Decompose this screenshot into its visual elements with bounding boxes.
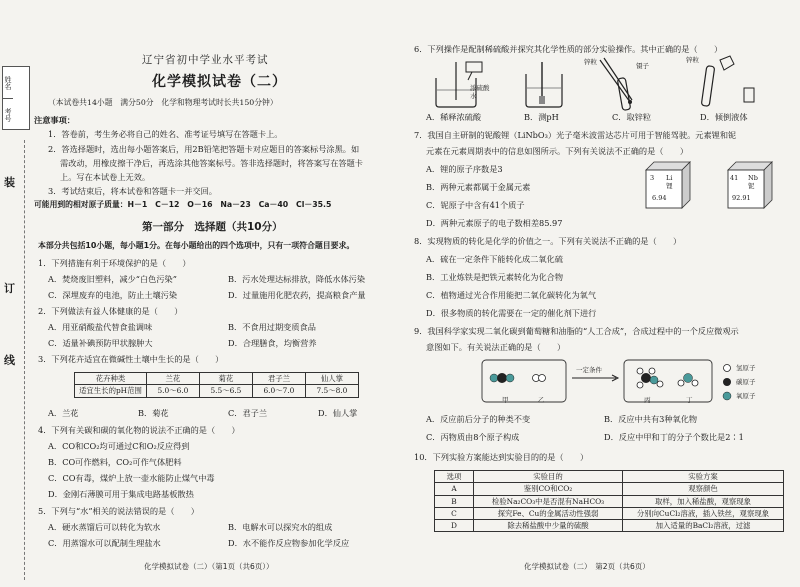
q3-table-header-cell: 君子兰 [252, 373, 305, 385]
q9-legend-swatches [722, 362, 732, 406]
q6-label-conc-acid: 浓硫酸 [470, 84, 490, 92]
q2-option-c: C．适量补碘预防甲状腺肿大 [48, 338, 153, 348]
q8-option-d: D．很多物质的转化需要在一定的催化剂下进行 [426, 308, 597, 318]
q7-option-b: B．两种元素都属于金属元素 [426, 182, 531, 192]
q3-table-header-cell: 菊花 [199, 373, 252, 385]
q3-table-header-cell: 花卉种类 [75, 373, 147, 385]
q10-cell: 除去稀盐酸中少量的硫酸 [474, 520, 623, 532]
q10-cell: C [435, 507, 474, 519]
q9-option-a: A．反应前后分子的种类不变 [426, 414, 531, 424]
q6-figure-c [590, 56, 660, 112]
q10-cell: A [435, 483, 474, 495]
note-2: 2．答选择题时，选出每小题答案后，用2B铅笔把答题卡对应题目的答案标号涂黑。如 [48, 144, 360, 154]
q8-option-b: B．工业炼铁是把铁元素转化为化合物 [426, 272, 564, 282]
q8-option-c: C．植物通过光合作用能把二氧化碳转化为氧气 [426, 290, 597, 300]
q9-option-d: D．反应中甲和丁的分子个数比是2∶1 [604, 432, 744, 442]
section-1-intro: 本部分共包括10小题，每小题1分。在每小题给出的四个选项中，只有一项符合题目要求。 [38, 241, 355, 250]
q9-label-yi: 乙 [538, 396, 545, 404]
binding-mark-xian: 线 [4, 354, 15, 367]
q10-cell: B [435, 495, 474, 507]
q10-cell: D [435, 520, 474, 532]
q1-option-b: B．污水处理达标排放，降低水体污染 [228, 274, 366, 284]
nb-symbol: Nb [748, 174, 758, 182]
page-2-footer: 化学模拟试卷（二） 第2页（共6页） [524, 562, 650, 571]
q4-option-b: B．CO可作燃料，CO₂可作气体肥料 [48, 457, 182, 467]
page-1 [34, 0, 394, 587]
q1-option-d: D．过量施用化肥农药，提高粮食产量 [228, 290, 366, 300]
exam-info: （本试卷共14小题 满分50分 化学和物理考试时长共150分钟） [48, 98, 278, 107]
q5-stem: 5．下列与“水”相关的说法错误的是（ ） [38, 506, 199, 516]
note-1: 1．答卷前，考生务必将自己的姓名、准考证号填写在答题卡上。 [48, 129, 283, 139]
q5-option-b: B．电解水可以探究水的组成 [228, 522, 333, 532]
binding-mark-ding: 订 [4, 282, 15, 295]
q3-table-cell: 5.5～6.5 [199, 385, 252, 397]
q6-option-a: A．稀释浓硫酸 [426, 112, 482, 122]
atomic-masses: 可能用到的相对原子质量：H－1 C－12 O－16 Na－23 Ca－40 Cl－35.5 [34, 200, 332, 209]
section-1-title: 第一部分 选择题（共10分） [142, 221, 283, 233]
li-number: 3 [650, 174, 655, 182]
q9-legend-oxygen: 氧原子 [736, 392, 756, 400]
q9-stem: 9．我国科学家实现二氧化碳到葡萄糖和油脂的“人工合成”，合成过程中的一个反应微观示 [414, 326, 739, 336]
q1-stem: 1．下列措施有利于环境保护的是（ ） [38, 258, 191, 268]
q3-option-c: C．君子兰 [228, 408, 268, 418]
q10-table [434, 470, 784, 532]
li-name: 锂 [666, 182, 673, 190]
q9-option-b: B．反应中共有3种氧化物 [604, 414, 698, 424]
q9-legend-carbon: 碳原子 [736, 378, 756, 386]
notes-heading: 注意事项： [34, 115, 75, 125]
q3-option-d: D．仙人掌 [318, 408, 358, 418]
q1-option-a: A．焚烧废旧塑料，减少“白色污染” [48, 274, 177, 284]
q6-stem: 6．下列操作是配制稀硫酸并探究其化学性质的部分实验操作。其中正确的是（ ） [414, 44, 723, 54]
q4-option-a: A．CO和CO₂均可通过C和O₂反应得到 [48, 441, 190, 451]
binding-strip [0, 0, 30, 587]
q4-option-d: D．金刚石薄膜可用于集成电路基板散热 [48, 489, 194, 499]
q2-option-d: D．合理膳食，均衡营养 [228, 338, 317, 348]
q2-option-a: A．用亚硝酸盐代替食盐调味 [48, 322, 153, 332]
q3-option-a: A．兰花 [48, 408, 79, 418]
q5-option-d: D．水不能作反应物参加化学反应 [228, 538, 350, 548]
q9-condition: 一定条件 [576, 366, 602, 374]
q3-table-cell: 适宜生长的pH范围 [75, 385, 147, 397]
q10-cell: 探究Fe、Cu的金属活动性强弱 [474, 507, 623, 519]
q8-stem: 8．实现物质的转化是化学的价值之一。下列有关说法不正确的是（ ） [414, 236, 682, 246]
page-1-footer: 化学模拟试卷（二）（第1页（共6页）） [144, 562, 274, 571]
q9-label-bing: 丙 [644, 396, 651, 404]
q3-option-b: B．菊花 [138, 408, 169, 418]
q9-label-ding: 丁 [686, 396, 693, 404]
q4-option-c: C．CO有毒，煤炉上放一壶水能防止煤气中毒 [48, 473, 215, 483]
q10-cell: 观察颜色 [623, 483, 784, 495]
q6-option-c: C．取锌粒 [612, 112, 652, 122]
q9-reaction-diagram [480, 356, 716, 406]
q9-option-c: C．丙物质由8个原子构成 [426, 432, 520, 442]
q6-label-zinc-1: 锌粒 [584, 58, 597, 66]
q10-header-cell: 选项 [435, 471, 474, 483]
exam-title: 辽宁省初中学业水平考试 [142, 54, 269, 66]
q6-label-tweezers: 镊子 [636, 62, 649, 70]
q3-table-cell: 6.0～7.0 [252, 385, 305, 397]
name-label: 姓名 [3, 67, 13, 99]
q7-lithium-card [638, 160, 710, 210]
q1-option-c: C．深埋废弃的电池，防止土壤污染 [48, 290, 178, 300]
q10-cell: 鉴别CO和CO₂ [474, 483, 623, 495]
q9-label-jia: 甲 [502, 396, 509, 404]
q3-table-header-cell: 仙人掌 [305, 373, 358, 385]
q4-stem: 4．下列有关碳和碳的氧化物的说法不正确的是（ ） [38, 425, 240, 435]
q10-header-cell: 实验方案 [623, 471, 784, 483]
q10-cell: 取样，加入稀盐酸，观察现象 [623, 495, 784, 507]
q6-option-d: D．倾倒液体 [700, 112, 748, 122]
binding-dashed-line [24, 140, 25, 580]
q10-header-cell: 实验目的 [474, 471, 623, 483]
q10-cell: 分别向CuCl₂溶液，插入铁丝，观察现象 [623, 507, 784, 519]
page-2 [404, 0, 794, 587]
q7-stem: 7．我国自主研制的铌酸锂（LiNbO₃）光子毫米波雷达芯片可用于智能驾驶。元素锂和铌 [414, 130, 737, 140]
q7-option-c: C．铌原子中含有41个质子 [426, 200, 525, 210]
q2-option-b: B．不食用过期变质食品 [228, 322, 316, 332]
q6-figure-a [426, 60, 504, 110]
q3-ph-table [74, 372, 359, 398]
note-2-cont: 需改动，用橡皮擦干净后，再选涂其他答案标号。答非选择题时，将答案写在答题卡 [60, 158, 363, 168]
q5-option-a: A．硬水蒸馏后可以转化为软水 [48, 522, 161, 532]
q3-table-cell: 7.5～8.0 [305, 385, 358, 397]
q5-option-c: C．用蒸馏水可以配制生理盐水 [48, 538, 161, 548]
q10-cell: 加入适量的BaCl₂溶液，过滤 [623, 520, 784, 532]
q7-stem-2: 元素在元素周期表中的信息如图所示。下列有关说法不正确的是（ ） [426, 146, 689, 156]
q9-stem-2: 意图如下。有关说法正确的是（ ） [426, 342, 566, 352]
q2-stem: 2．下列做法有益人体健康的是（ ） [38, 306, 183, 316]
q6-label-water: 水 [470, 92, 477, 100]
id-label: 考号 [4, 107, 12, 122]
q8-option-a: A．硫在一定条件下能转化成二氧化硫 [426, 254, 563, 264]
paper-title: 化学模拟试卷（二） [152, 74, 287, 90]
note-3: 3．考试结束后，将本试卷和答题卡一并交回。 [48, 186, 217, 196]
q7-option-a: A．锂的原子序数是3 [426, 164, 503, 174]
q6-option-b: B．测pH [524, 112, 559, 122]
nb-number: 41 [730, 174, 739, 182]
q3-table-cell: 5.0～6.0 [146, 385, 199, 397]
nb-name: 铌 [748, 182, 755, 190]
q6-label-zinc-2: 锌粒 [686, 56, 699, 64]
q7-option-d: D．两种元素原子的电子数相差85.97 [426, 218, 563, 228]
note-2-cont2: 上。写在本试卷上无效。 [60, 172, 151, 182]
li-symbol: Li [666, 174, 673, 182]
q7-niobium-card [720, 160, 792, 210]
q6-figure-b [516, 60, 572, 110]
q10-cell: 检验Na₂CO₃中是否混有NaHCO₃ [474, 495, 623, 507]
nb-mass: 92.91 [732, 194, 751, 202]
binding-mark-zhuang: 装 [4, 176, 15, 189]
name-id-box [2, 66, 30, 130]
q3-stem: 3．下列花卉适宜在微碱性土壤中生长的是（ ） [38, 354, 224, 364]
q10-stem: 10．下列实验方案能达到实验目的的是（ ） [414, 452, 589, 462]
q3-table-header-cell: 兰花 [146, 373, 199, 385]
li-mass: 6.94 [652, 194, 667, 202]
q9-legend-hydrogen: 氢原子 [736, 364, 756, 372]
